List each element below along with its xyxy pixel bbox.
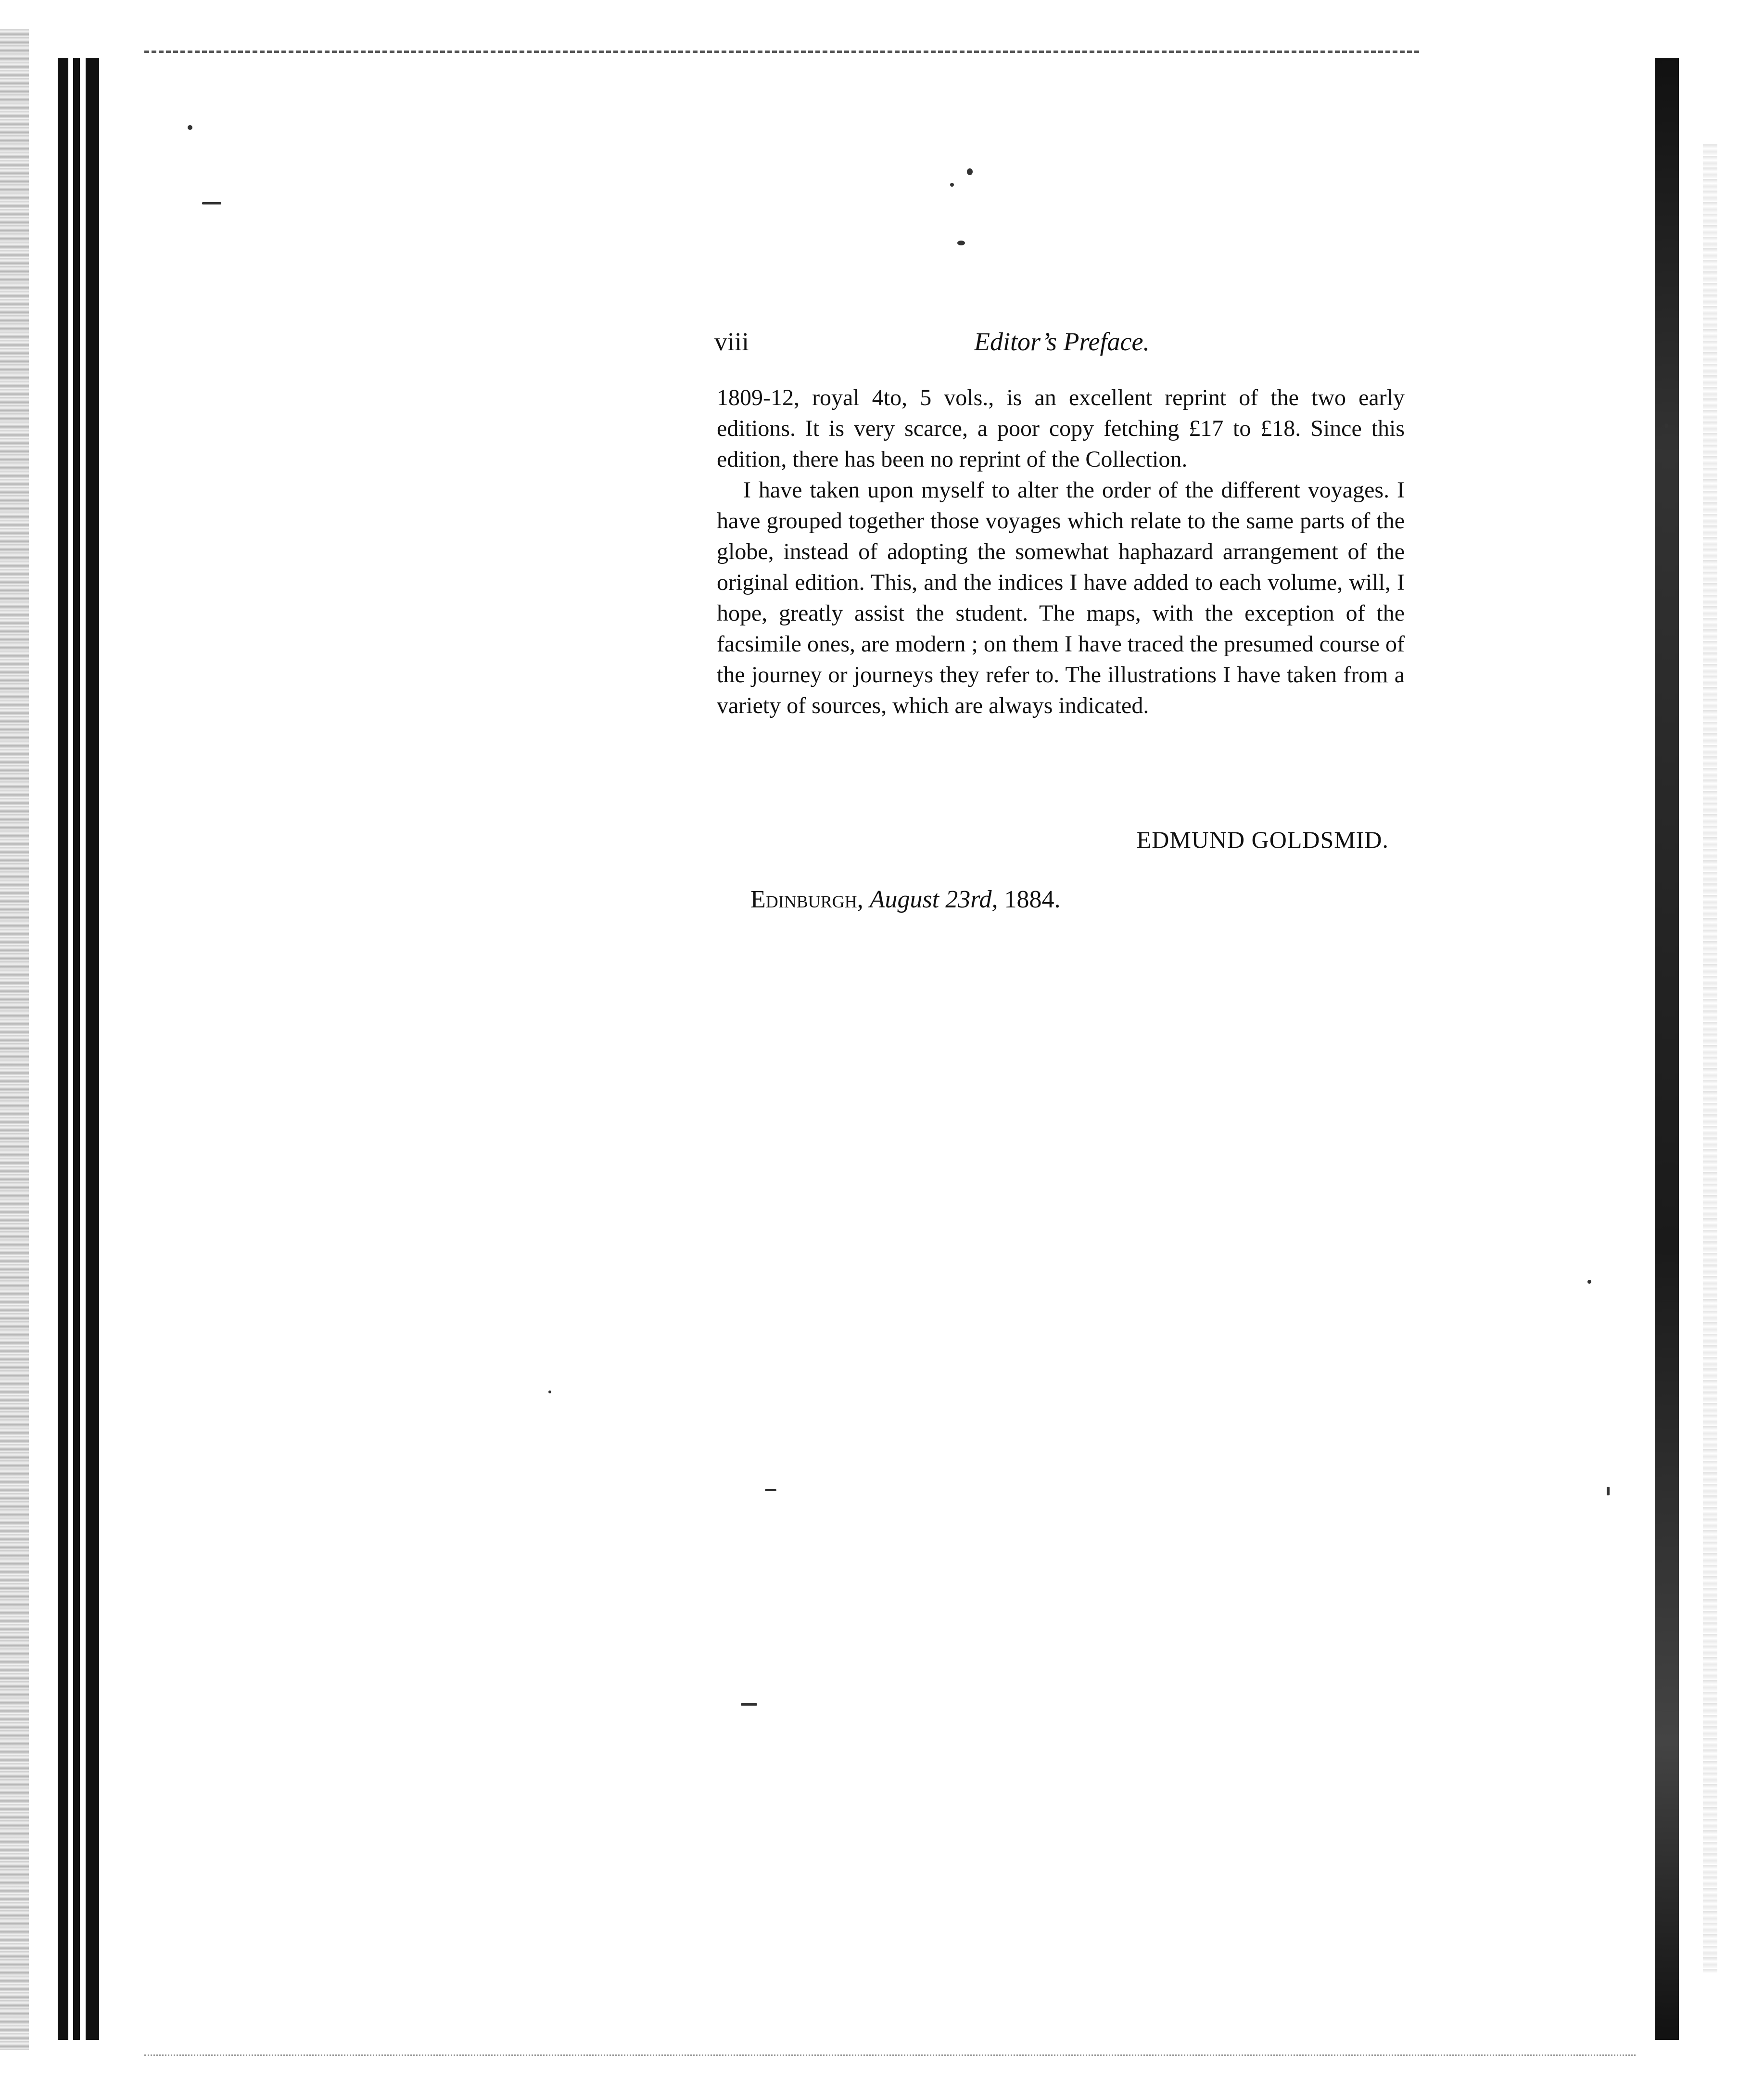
scan-gutter-shadow <box>0 29 29 2050</box>
scan-speck <box>741 1703 757 1706</box>
paragraph-continuation: 1809-12, royal 4to, 5 vols., is an excellent reprint of the two early editions. It is very scarce, a poor copy fetching £17 to £18. Since this edition, there has been no reprint of the Collection. <box>717 385 1405 472</box>
body-text <box>717 383 1405 721</box>
binding-shadow-right <box>1655 58 1679 2040</box>
scan-speck <box>188 125 192 130</box>
page-number: viii <box>714 327 749 356</box>
dateline-place: Edinburgh, <box>750 886 863 913</box>
binding-shadow-left <box>58 58 101 2040</box>
scan-speck <box>957 241 965 245</box>
scan-speck <box>202 202 221 204</box>
paragraph-arrangement: I have taken upon myself to alter the order of the different voyages. I have grouped together those voyages which relate to the same parts of the globe, instead of adopting the somewhat haphazard arrangement of the original edition. This, and the indices I have added to each volume, will, I hope, greatly assist the student. The maps, with the exception of the facsimile ones, are modern ; on them I have traced the presumed course of the journey or journeys they refer to. The illustrations I have taken from a variety of sources, which are always indicated. <box>717 477 1405 718</box>
dateline <box>750 883 1061 917</box>
scan-speck <box>765 1489 776 1491</box>
scan-speck <box>548 1390 551 1393</box>
scan-speck <box>1607 1487 1610 1495</box>
scan-speck <box>950 183 954 187</box>
running-head-title: Editor’s Preface. <box>974 327 1150 356</box>
scan-speck <box>1664 423 1668 428</box>
dateline-date: August 23rd, <box>869 886 998 913</box>
running-head <box>714 325 1407 358</box>
scan-top-edge <box>144 51 1419 53</box>
scan-edge-speckle <box>1703 144 1717 1973</box>
scan-speck <box>1587 1280 1591 1284</box>
scan-speck <box>967 168 973 175</box>
dateline-year: 1884. <box>1004 886 1061 913</box>
editor-signature: EDMUND GOLDSMID. <box>1136 826 1389 853</box>
scan-bottom-edge <box>144 2054 1636 2056</box>
